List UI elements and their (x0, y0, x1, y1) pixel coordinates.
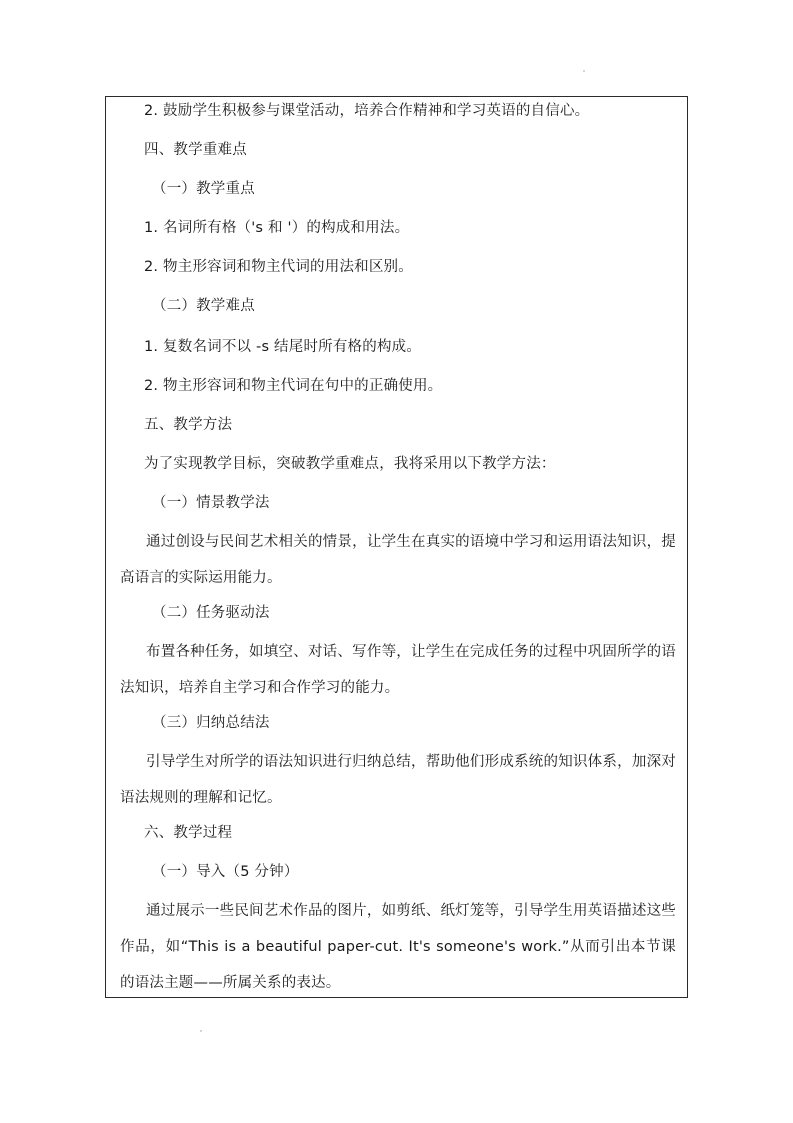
method-3-description: 引导学生对所学的语法知识进行归纳总结，帮助他们形成系统的知识体系，加深对语法规则的理解和记忆。 (120, 754, 676, 806)
objective-item-2: 2. 鼓励学生积极参与课堂活动，培养合作精神和学习英语的自信心。 (144, 103, 590, 119)
process-step-1-heading: （一）导入（5 分钟） (152, 864, 299, 880)
section-heading-key-difficult-points: 四、教学重难点 (144, 142, 247, 158)
lesson-plan-table-cell (105, 96, 688, 998)
methods-intro: 为了实现教学目标，突破教学重难点，我将采用以下教学方法： (144, 456, 556, 472)
section-heading-methods: 五、教学方法 (144, 417, 233, 433)
method-2-heading: （二）任务驱动法 (152, 605, 270, 621)
key-point-2: 2. 物主形容词和物主代词的用法和区别。 (144, 259, 413, 275)
scan-dot (200, 1030, 202, 1032)
subheading-key-points: （一）教学重点 (152, 181, 255, 197)
key-point-1: 1. 名词所有格（'s 和 '）的构成和用法。 (144, 220, 410, 236)
method-1-description: 通过创设与民间艺术相关的情景，让学生在真实的语境中学习和运用语法知识，提高语言的实际运用能力。 (120, 534, 676, 586)
difficult-point-2: 2. 物主形容词和物主代词在句中的正确使用。 (144, 378, 443, 394)
method-1-heading: （一）情景教学法 (152, 495, 270, 511)
method-3-heading: （三）归纳总结法 (152, 715, 270, 731)
process-step-1-description: 通过展示一些民间艺术作品的图片，如剪纸、纸灯笼等，引导学生用英语描述这些作品，如“This is a beautiful paper-cut. It's someone's work.”从而引出本节课的语法主题——所属关系的表达。 (120, 903, 676, 991)
subheading-difficult-points: （二）教学难点 (152, 298, 255, 314)
method-2-description: 布置各种任务，如填空、对话、写作等，让学生在完成任务的过程中巩固所学的语法知识，培养自主学习和合作学习的能力。 (120, 644, 676, 696)
scan-dot (583, 70, 585, 72)
difficult-point-1: 1. 复数名词不以 -s 结尾时所有格的构成。 (144, 339, 422, 355)
section-heading-process: 六、教学过程 (144, 825, 233, 841)
